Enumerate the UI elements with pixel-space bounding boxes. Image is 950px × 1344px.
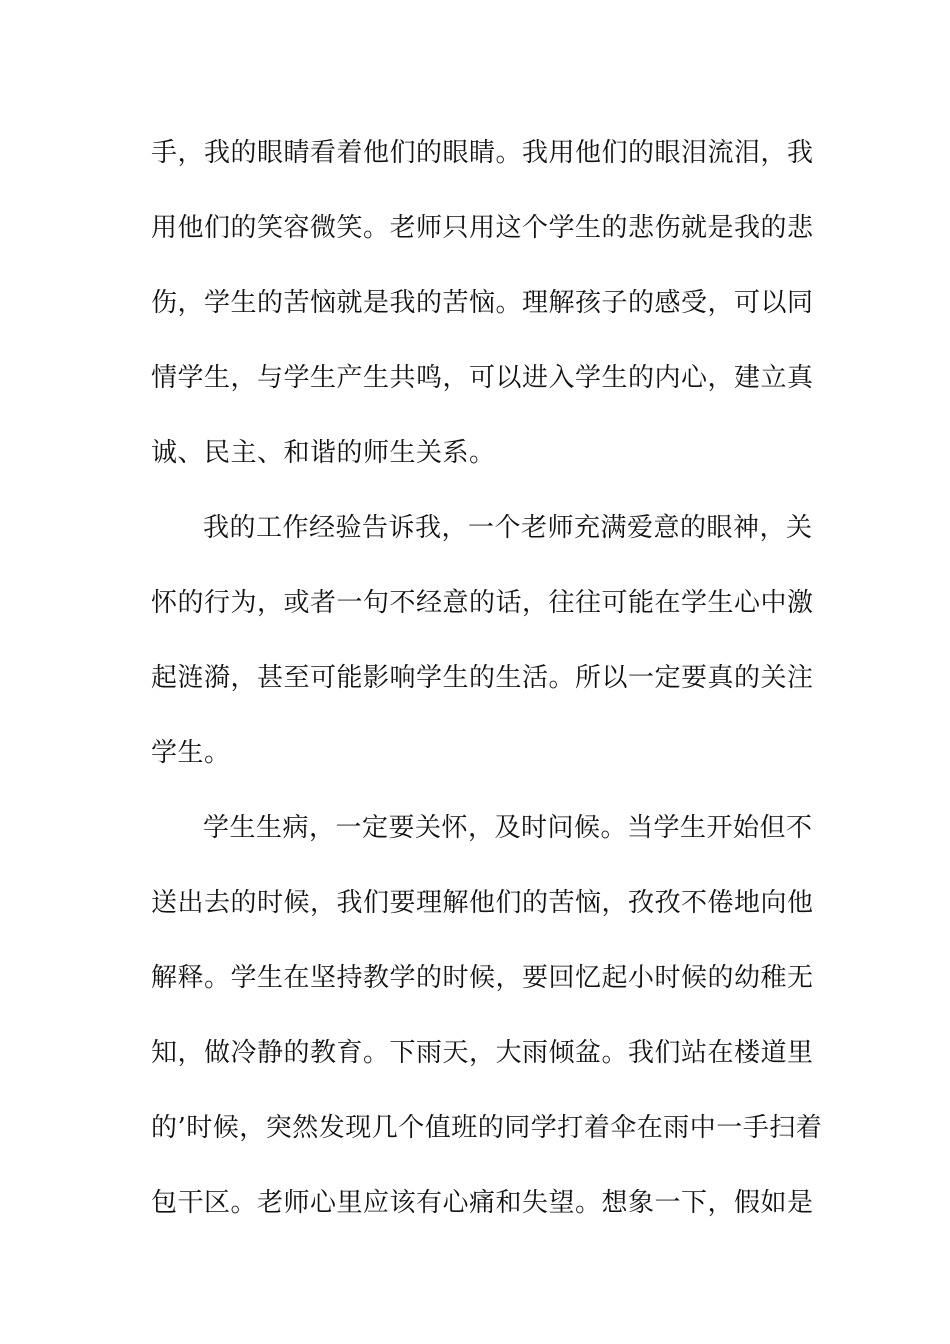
text-line: 起涟漪，甚至可能影响学生的生活。所以一定要真的关注 xyxy=(151,663,814,693)
text-line: 情学生，与学生产生共鸣，可以进入学生的内心，建立真 xyxy=(151,363,814,393)
text-line: 学生。 xyxy=(151,738,231,768)
body-text xyxy=(151,128,823,1253)
text-line: 怀的行为，或者一句不经意的话，往往可能在学生心中激 xyxy=(151,588,814,618)
text-line: 伤，学生的苦恼就是我的苦恼。理解孩子的感受，可以同 xyxy=(151,288,814,318)
text-line: 知，做冷静的教育。下雨天，大雨倾盆。我们站在楼道里 xyxy=(151,1038,814,1068)
text-line: 解释。学生在坚持教学的时候，要回忆起小时候的幼稚无 xyxy=(151,963,814,993)
text-line: 送出去的时候，我们要理解他们的苦恼，孜孜不倦地向他 xyxy=(151,888,814,918)
text-line: 包干区。老师心里应该有心痛和失望。想象一下，假如是 xyxy=(151,1188,814,1218)
paragraph-first-line: 我的工作经验告诉我，一个老师充满爱意的眼神，关 xyxy=(203,513,813,543)
text-line: 诚、民主、和谐的师生关系。 xyxy=(151,438,496,468)
paragraph-first-line: 学生生病，一定要关怀，及时问候。当学生开始但不 xyxy=(203,813,813,843)
text-line: 手，我的眼睛看着他们的眼睛。我用他们的眼泪流泪，我 xyxy=(151,138,814,168)
text-line: 的’时候，突然发现几个值班的同学打着伞在雨中一手扫着 xyxy=(151,1113,823,1143)
text-line: 用他们的笑容微笑。老师只用这个学生的悲伤就是我的悲 xyxy=(151,213,814,243)
